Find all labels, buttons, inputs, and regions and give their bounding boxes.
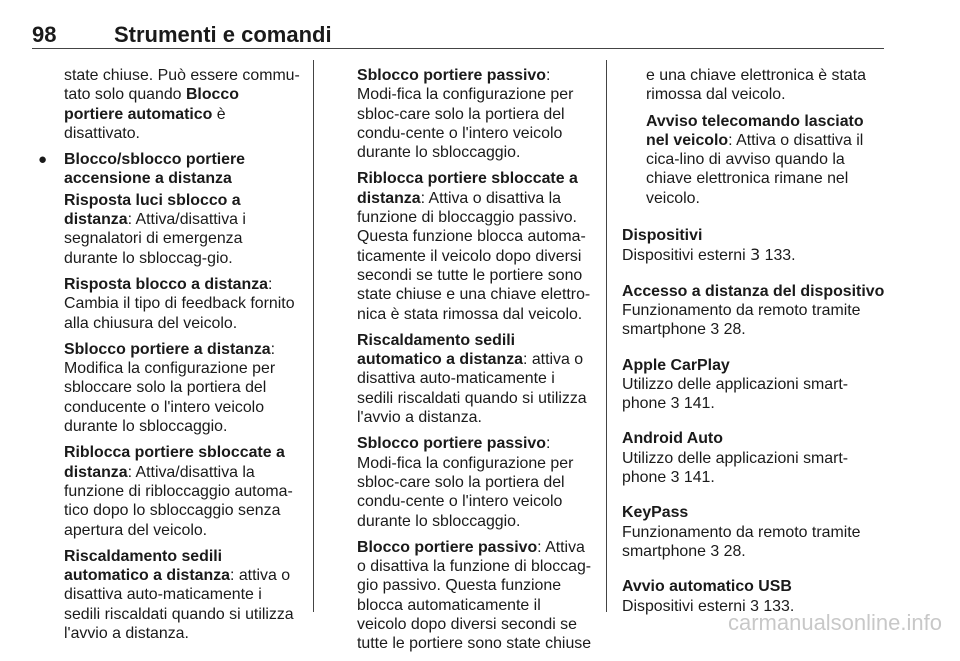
section: Accesso a distanza del dispositivo Funzionamento da remoto tramite smartphone 3 28. [622, 282, 885, 339]
indented-block [622, 66, 888, 208]
column-middle [357, 66, 593, 661]
section-heading: Apple CarPlay [622, 356, 730, 374]
setting-item: Riblocca portiere sbloccate a distanza: Attiva o disattiva la funzione di bloccaggio passivo. Questa funzione blocca automa-ticamente il veicolo dopo diversi secondi se tutte le portiere sono state chiuse e una chiave elettro-nica è stata rimossa dal veicolo. [357, 170, 591, 323]
bullet-title: Blocco/sblocco portiere accensione a distanza [64, 151, 246, 188]
header-rule [32, 48, 884, 49]
page-reference: 28. [719, 542, 746, 560]
page-title: Strumenti e comandi [114, 22, 332, 47]
continuation-text: e una chiave elettronica è stata rimossa dal veicolo. [646, 67, 866, 104]
arrow-icon: 3 [670, 469, 680, 487]
arrow-icon: 3 [670, 395, 680, 413]
setting-item: Sblocco portiere passivo: Modi-fica la configurazione per sbloc-care solo la portiera del condu-cente o l'intero veicolo durante lo sbloccaggio. [357, 67, 574, 162]
page-reference: 133. [760, 247, 796, 265]
column-divider [313, 60, 314, 612]
page-number: 98 [32, 22, 57, 47]
setting-item: Risposta luci sblocco a distanza: Attiva/disattiva i segnalatori di emergenza durante lo sbloccag-gio. [64, 191, 246, 267]
page-reference: 141. [679, 469, 715, 487]
intro-paragraph: state chiuse. Può essere commu-tato solo quando Blocco portiere automatico è disattivato. [64, 67, 300, 142]
section-heading: KeyPass [622, 504, 689, 522]
arrow-icon: 3 [750, 597, 759, 615]
arrow-icon: 3 [710, 321, 720, 339]
setting-item: Avviso telecomando lasciato nel veicolo: Attiva o disattiva il cica-lino di avviso quando la chiave elettronica rimane nel veicolo. [646, 112, 864, 207]
section-heading: Dispositivi [622, 227, 703, 245]
setting-item: Risposta blocco a distanza: Cambia il tipo di feedback fornito alla chiusura del veicolo. [64, 275, 295, 332]
setting-item: Riscaldamento sedili automatico a distanza: attiva o disattiva auto-maticamente i sedili riscaldati quando si utilizza l'avvio a distanza. [64, 547, 294, 643]
section-heading: Accesso a distanza del dispositivo [622, 282, 885, 300]
intro-bold: Blocco portiere automatico [64, 86, 239, 123]
page-reference: 141. [679, 395, 715, 413]
column-left [38, 66, 300, 650]
section: Dispositivi Dispositivi esterni 3 133. [622, 227, 796, 265]
column-right [622, 66, 888, 632]
bullet-item [38, 150, 300, 189]
section: Avvio automatico USB Dispositivi esterni 3 133. [622, 578, 795, 615]
page-header [32, 22, 884, 50]
section-heading: Android Auto [622, 430, 723, 448]
setting-item: Riscaldamento sedili automatico a distanza: attiva o disattiva auto-maticamente i sedili riscaldati quando si utilizza l'avvio a distanza. [357, 331, 587, 427]
section: Android Auto Utilizzo delle applicazioni smart-phone 3 141. [622, 430, 849, 487]
arrow-icon: 3 [710, 542, 720, 560]
setting-item: Riblocca portiere sbloccate a distanza: Attiva/disattiva la funzione di ribloccaggio automa-tico dopo lo sbloccaggio senza apertura del veicolo. [64, 444, 293, 539]
setting-item: Blocco portiere passivo: Attiva o disattiva la funzione di bloccag-gio passivo. Questa funzione blocca automaticamente il veicolo dopo diversi secondi se tutte le portiere sono state chiuse [357, 538, 592, 653]
bullet-icon: ● [38, 151, 48, 169]
watermark: carmanualsonline.info [727, 610, 942, 635]
settings-sections [622, 226, 888, 616]
setting-item: Sblocco portiere passivo: Modi-fica la configurazione per sbloc-care solo la portiera del condu-cente o l'intero veicolo durante lo sbloccaggio. [357, 435, 574, 530]
section: Apple CarPlay Utilizzo delle applicazioni smart-phone 3 141. [622, 356, 849, 413]
page-reference: 28. [719, 321, 746, 339]
section: KeyPass Funzionamento da remoto tramite smartphone 3 28. [622, 504, 861, 560]
setting-item: Sblocco portiere a distanza: Modifica la configurazione per sbloccare solo la portiera del conducente o l'intero veicolo durante lo sbloccaggio. [64, 340, 276, 436]
arrow-icon: 3 [750, 245, 761, 265]
page-reference: 133. [758, 597, 795, 615]
column-divider [606, 60, 607, 612]
section-heading: Avvio automatico USB [622, 578, 792, 596]
